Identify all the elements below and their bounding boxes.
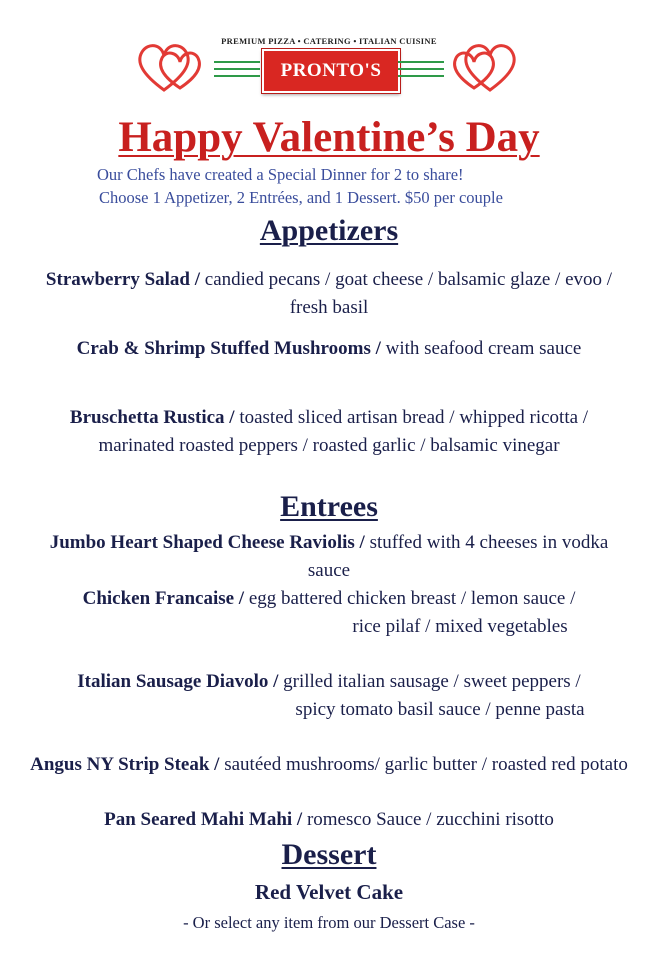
item-name: Pan Seared Mahi Mahi /: [104, 809, 303, 830]
appetizer-item-strawberry-salad: [30, 266, 628, 321]
item-description: sautéed mushrooms/ garlic butter / roasted red potato: [219, 754, 628, 775]
item-description: candied pecans / goat cheese / balsamic glaze / evoo / fresh basil: [200, 269, 613, 318]
item-name: Chicken Francaise /: [82, 588, 245, 609]
hearts-left-icon: [134, 38, 208, 98]
item-name: Angus NY Strip Steak /: [30, 754, 220, 775]
intro-line-1: Our Chefs have created a Special Dinner for 2 to share!: [97, 165, 464, 184]
entree-item-raviolis: [30, 529, 628, 584]
appetizers-heading: Appetizers: [259, 214, 399, 247]
item-description-continued: spicy tomato basil sauce / penne pasta: [295, 698, 585, 720]
item-description-continued: rice pilaf / mixed vegetables: [352, 615, 568, 637]
item-name: Crab & Shrimp Stuffed Mushrooms /: [76, 338, 381, 359]
green-stripes-right-icon: [398, 58, 444, 80]
page-title: Happy Valentine’s Day: [118, 114, 540, 161]
item-name: Strawberry Salad /: [45, 269, 201, 290]
item-description: romesco Sauce / zucchini risotto: [302, 809, 554, 830]
entree-item-sausage-diavolo: [30, 668, 628, 723]
item-name: Bruschetta Rustica /: [69, 407, 235, 428]
item-name: Italian Sausage Diavolo /: [77, 671, 279, 692]
entree-item-mahi-mahi: [30, 806, 628, 834]
dessert-note: - Or select any item from our Dessert Case -: [183, 913, 475, 932]
green-stripes-left-icon: [214, 58, 260, 80]
appetizer-item-bruschetta: [30, 404, 628, 459]
tagline: PREMIUM PIZZA • CATERING • ITALIAN CUISINE: [221, 36, 437, 46]
logo-text: PRONTO'S: [280, 60, 382, 81]
hearts-right-icon: [446, 38, 520, 98]
item-description: grilled italian sausage / sweet peppers /: [278, 671, 581, 692]
entree-item-chicken-francaise: [30, 585, 628, 640]
item-description: stuffed with 4 cheeses in vodka sauce: [307, 532, 609, 581]
prontos-logo: [262, 49, 400, 93]
appetizer-item-crab-shrimp: [30, 335, 628, 363]
dessert-item: Red Velvet Cake: [254, 880, 404, 904]
item-name: Jumbo Heart Shaped Cheese Raviolis /: [49, 532, 365, 553]
menu-header: [0, 28, 658, 108]
item-description: egg battered chicken breast / lemon sauce /: [244, 588, 576, 609]
intro-line-2: Choose 1 Appetizer, 2 Entrées, and 1 Dessert. $50 per couple: [99, 188, 503, 207]
entree-item-strip-steak: [30, 751, 628, 779]
dessert-heading: Dessert: [281, 838, 377, 871]
entrees-heading: Entrees: [280, 490, 378, 523]
item-description: with seafood cream sauce: [380, 338, 582, 359]
item-description: toasted sliced artisan bread / whipped ricotta / marinated roasted peppers / roasted garlic / balsamic vinegar: [98, 407, 589, 456]
